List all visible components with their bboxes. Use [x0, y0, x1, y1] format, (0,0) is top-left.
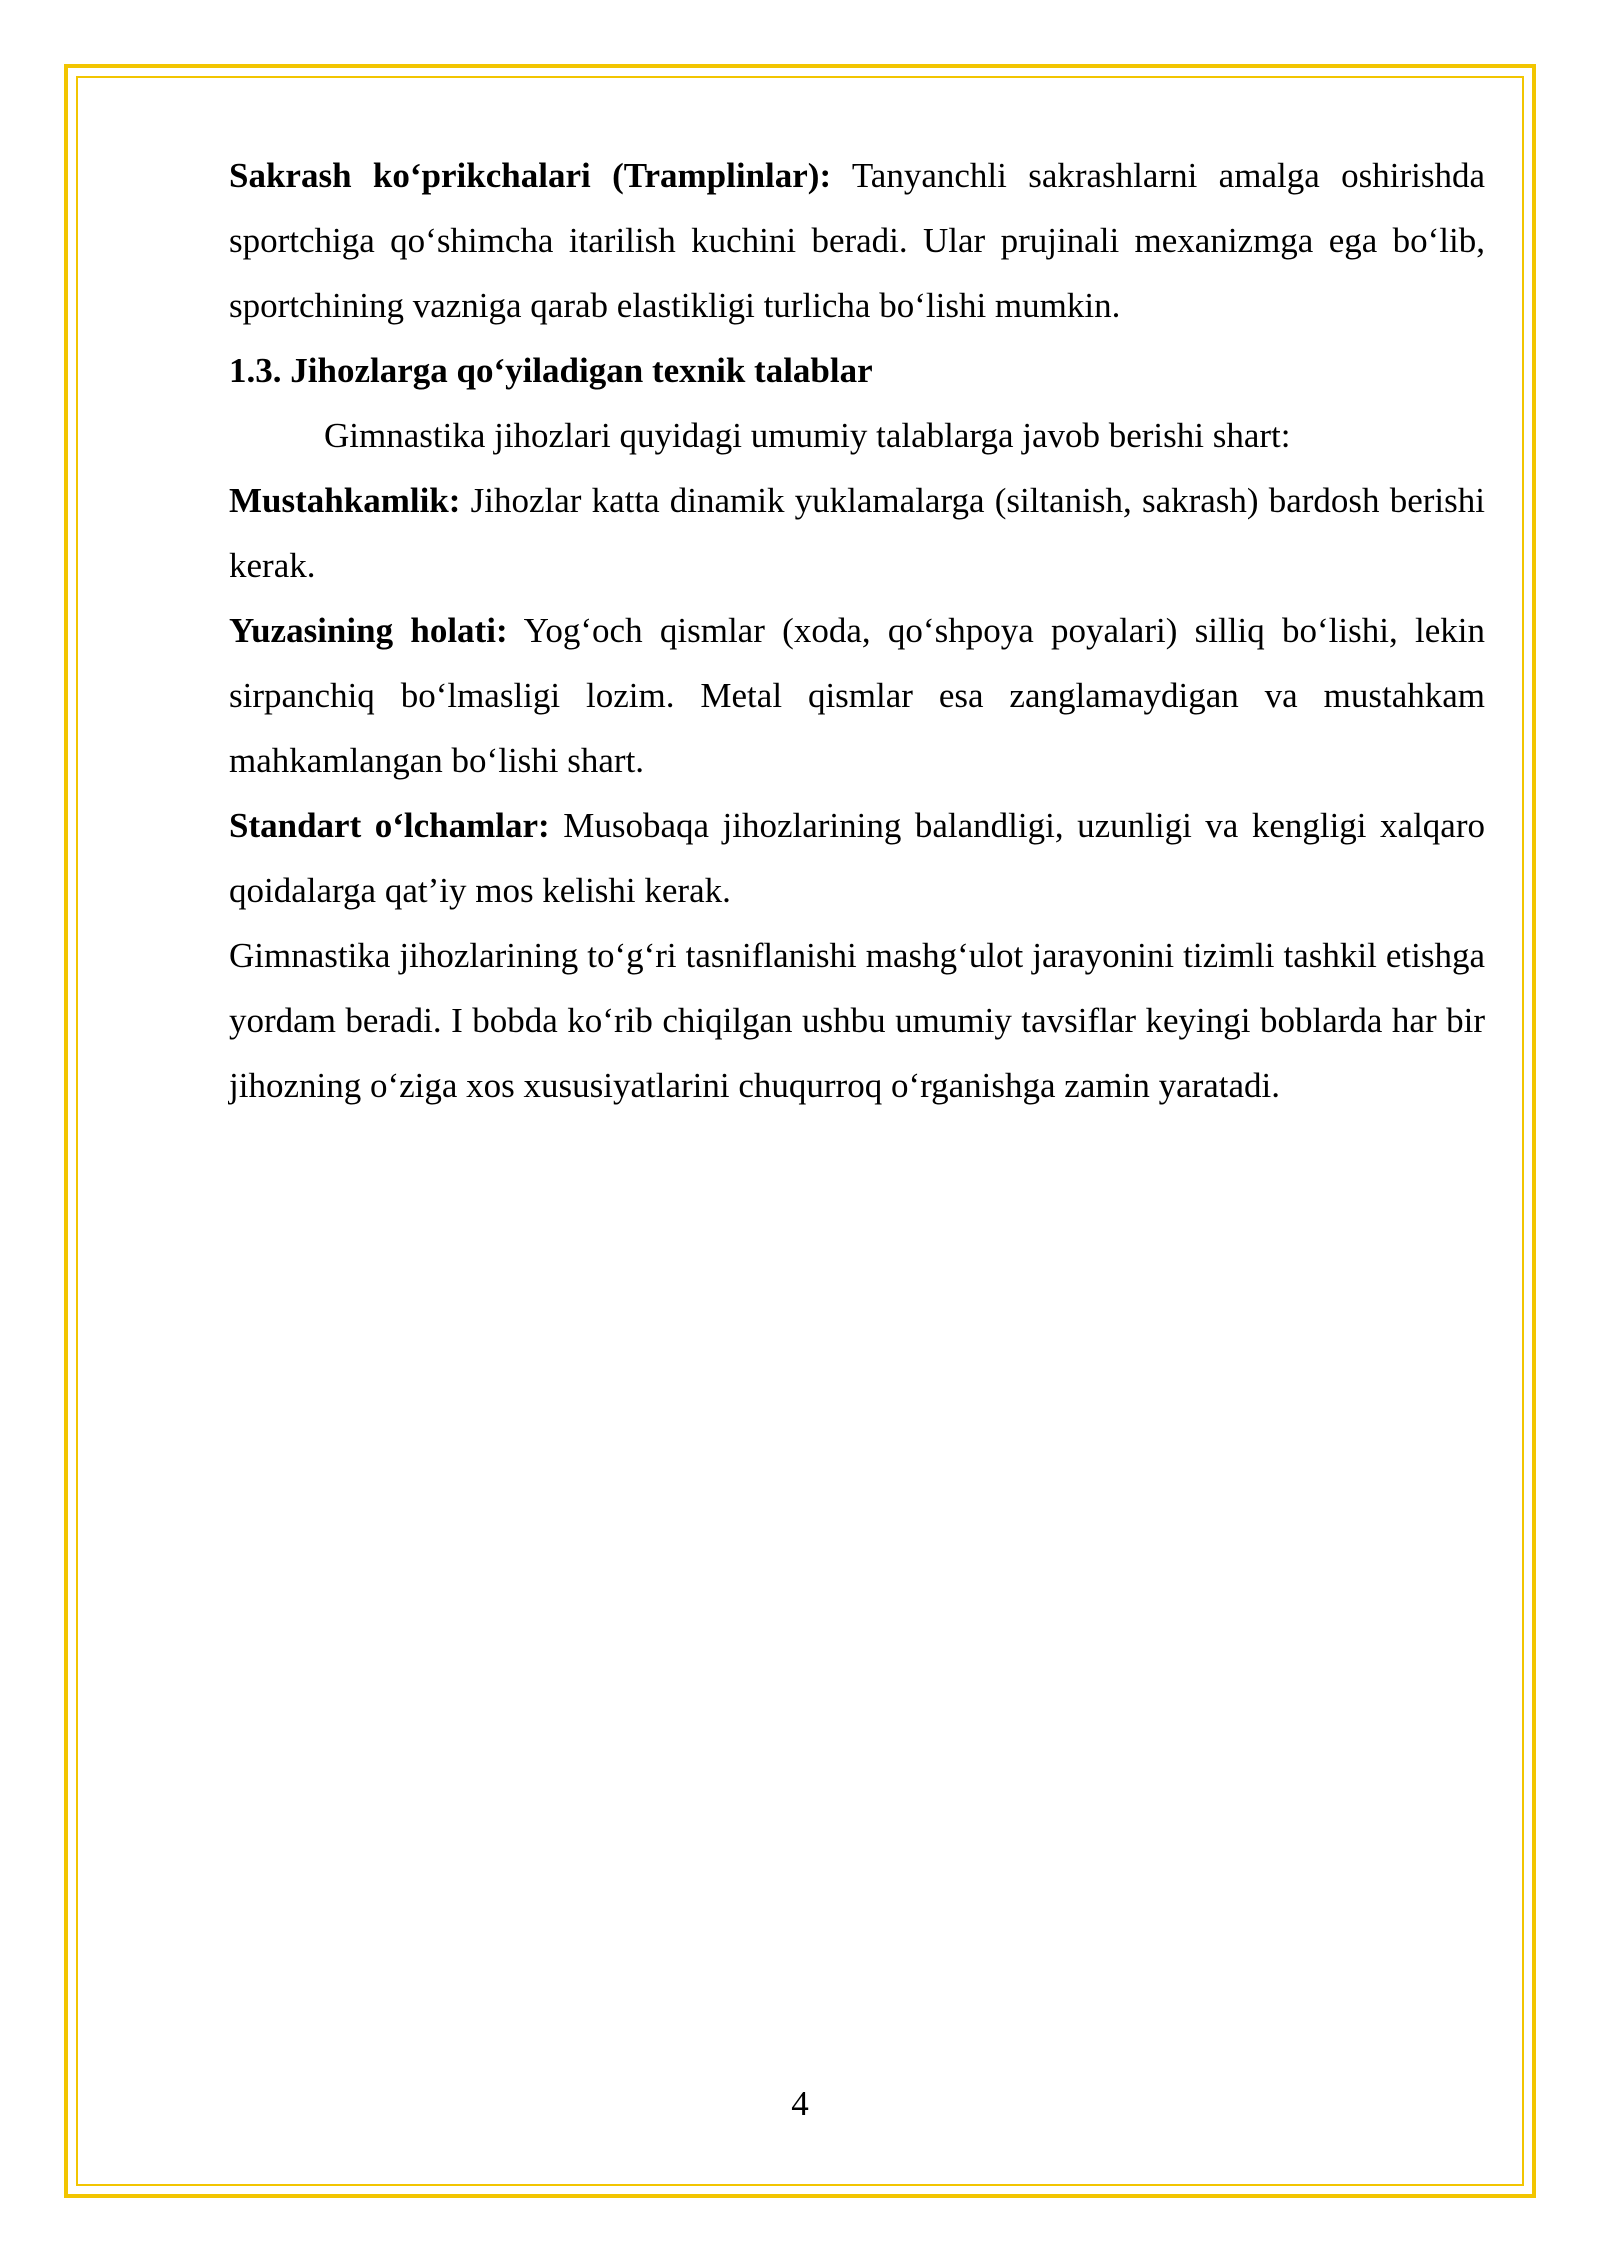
paragraph-yuzasining-holati	[229, 598, 1485, 793]
term-yuzasining-holati: Yuzasining holati:	[229, 611, 508, 650]
text-tramplinlar: Tanyanchli sakrashlarni amalga oshirishda sportchiga qo‘shimcha itarilish kuchini beradi. Ular prujinali mexanizmga ega bo‘lib, sportchining vazniga qarab elastikligi turlicha bo‘lishi mumkin.	[229, 156, 1485, 325]
section-heading: 1.3. Jihozlarga qo‘yiladigan texnik talablar	[229, 351, 873, 390]
paragraph-intro: Gimnastika jihozlari quyidagi umumiy talablarga javob berishi shart:	[324, 416, 1291, 455]
term-standart-olchamlar: Standart o‘lchamlar:	[229, 806, 550, 845]
paragraph-mustahkamlik	[229, 468, 1485, 598]
term-tramplinlar: Sakrash ko‘prikchalari (Tramplinlar):	[229, 156, 832, 195]
paragraph-tramplinlar	[229, 143, 1485, 338]
paragraph-conclusion: Gimnastika jihozlarining to‘g‘ri tasniflanishi mashg‘ulot jarayonini tizimli tashkil etishga yordam beradi. I bobda ko‘rib chiqilgan ushbu umumiy tavsiflar keyingi boblarda har bir jihozning o‘ziga xos xususiyatlarini chuqurroq o‘rganishga zamin yaratadi.	[229, 936, 1485, 1105]
paragraph-standart-olchamlar	[229, 793, 1485, 923]
text-standart-olchamlar: Musobaqa jihozlarining balandligi, uzunligi va kengligi xalqaro qoidalarga qat’iy mos kelishi kerak.	[229, 806, 1485, 910]
text-yuzasining-holati: Yog‘och qismlar (xoda, qo‘shpoya poyalari) silliq bo‘lishi, lekin sirpanchiq bo‘lmasligi lozim. Metal qismlar esa zanglamaydigan va mustahkam mahkamlangan bo‘lishi shart.	[229, 611, 1485, 780]
term-mustahkamlik: Mustahkamlik:	[229, 481, 461, 520]
document-body	[229, 143, 1485, 1118]
page-number: 4	[791, 2084, 809, 2123]
text-mustahkamlik: Jihozlar katta dinamik yuklamalarga (siltanish, sakrash) bardosh berishi kerak.	[229, 481, 1485, 585]
